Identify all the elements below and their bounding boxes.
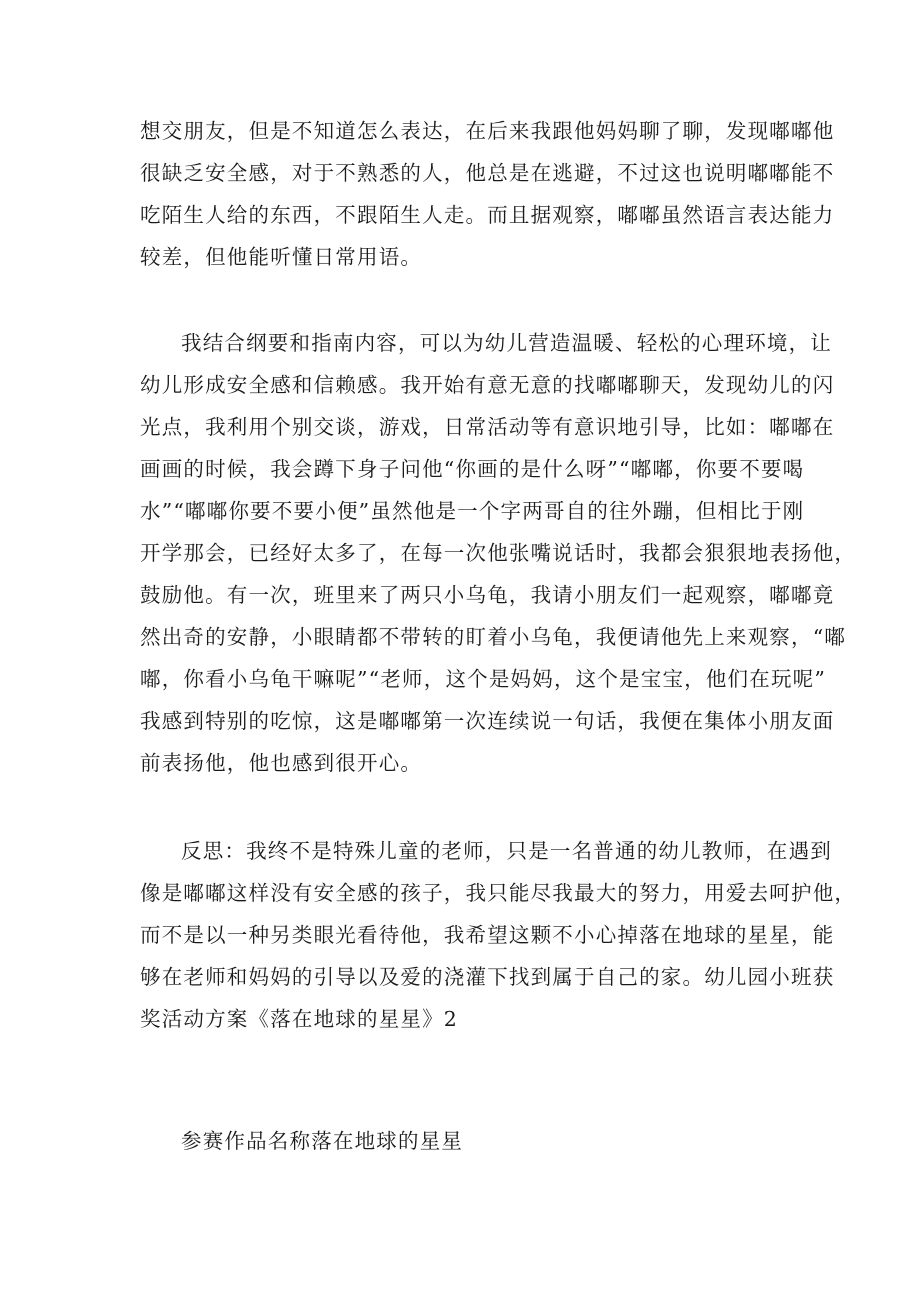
text-line: 吃陌生人给的东西，不跟陌生人走。而且据观察，嘟嘟虽然语言表达能力 — [140, 203, 835, 227]
text-line: 较差，但他能听懂日常用语。 — [140, 245, 423, 269]
text-line: 很缺乏安全感，对于不熟悉的人，他总是在逃避，不过这也说明嘟嘟能不 — [140, 161, 835, 185]
text-line: 水”“嘟嘟你要不要小便”虽然他是一个字两哥自的往外蹦，但相比于刚 — [140, 499, 805, 523]
text-line: 而不是以一种另类眼光看待他，我希望这颗不小心掉落在地球的星星，能 — [140, 923, 835, 947]
text-line: 想交朋友，但是不知道怎么表达，在后来我跟他妈妈聊了聊，发现嘟嘟他 — [140, 119, 835, 143]
text-line: 我结合纲要和指南内容，可以为幼儿营造温暖、轻松的心理环境，让 — [181, 331, 832, 355]
text-line: 前表扬他，他也感到很开心。 — [140, 751, 423, 775]
paragraph-1 — [140, 110, 835, 278]
text-line: 光点，我利用个别交谈，游戏，日常活动等有意识地引导，比如：嘟嘟在 — [140, 415, 835, 439]
text-line: 像是嘟嘟这样没有安全感的孩子，我只能尽我最大的努力，用爱去呵护他， — [140, 881, 857, 905]
text-line: 开学那会，已经好太多了，在每一次他张嘴说话时，我都会狠狠地表扬他， — [140, 541, 857, 565]
text-line: 鼓励他。有一次，班里来了两只小乌龟，我请小朋友们一起观察，嘟嘟竟 — [140, 583, 835, 607]
text-line: 嘟，你看小乌龟干嘛呢”“老师，这个是妈妈，这个是宝宝，他们在玩呢” — [140, 667, 827, 691]
paragraph-4 — [140, 1120, 780, 1162]
text-line: 幼儿形成安全感和信赖感。我开始有意无意的找嘟嘟聊天，发现幼儿的闪 — [140, 373, 835, 397]
paragraph-2 — [140, 322, 857, 784]
text-line: 我感到特别的吃惊，这是嘟嘟第一次连续说一句话，我便在集体小朋友面 — [140, 709, 835, 733]
text-line: 然出奇的安静，小眼睛都不带转的盯着小乌龟，我便请他先上来观察，“嘟 — [140, 625, 847, 649]
text-line: 画画的时候，我会蹲下身子问他“你画的是什么呀”“嘟嘟，你要不要喝 — [140, 457, 805, 481]
text-line: 反思：我终不是特殊儿童的老师，只是一名普通的幼儿教师，在遇到 — [181, 839, 832, 863]
text-line: 够在老师和妈妈的引导以及爱的浇灌下找到属于自己的家。幼儿园小班获 — [140, 965, 835, 989]
text-line: 奖活动方案《落在地球的星星》2 — [140, 1007, 459, 1031]
text-line: 参赛作品名称落在地球的星星 — [181, 1129, 464, 1153]
paragraph-3 — [140, 830, 857, 1040]
